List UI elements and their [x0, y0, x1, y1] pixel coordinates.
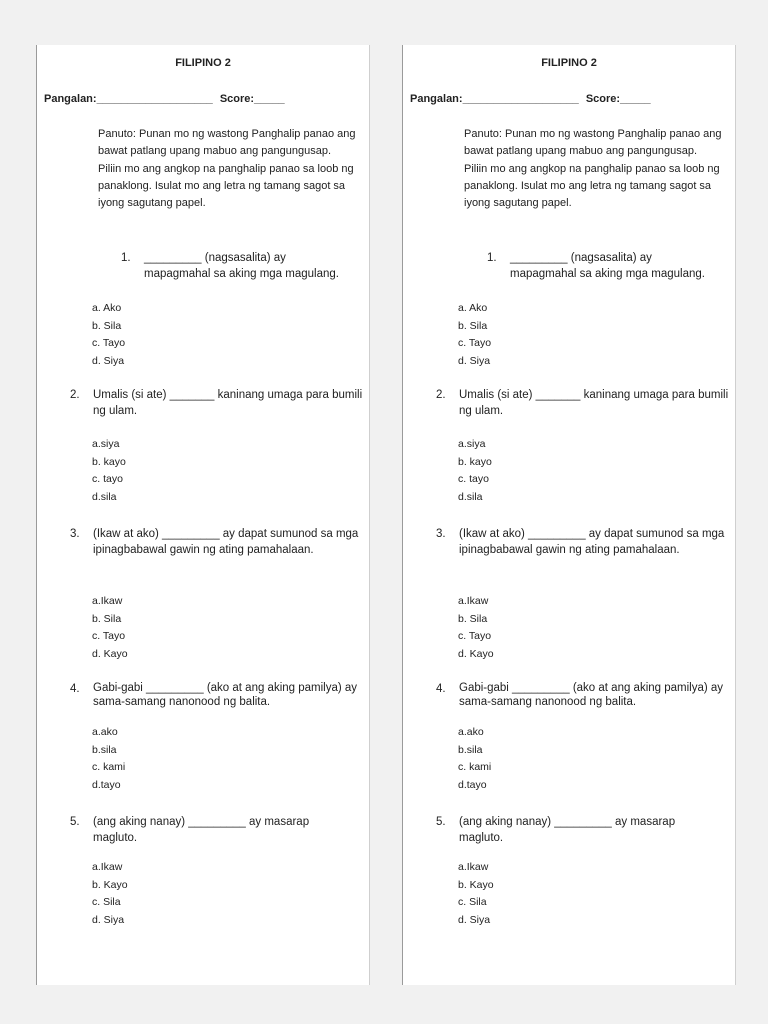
question-2-options: [92, 436, 126, 506]
option: a.Ikaw: [92, 861, 123, 873]
name-label: Pangalan:___________________: [44, 93, 213, 105]
question-number: 1.: [121, 252, 131, 264]
question-4-options: [92, 724, 125, 794]
option: a. Ako: [458, 302, 488, 314]
question-number: 3.: [436, 528, 446, 540]
option: b. Kayo: [458, 878, 494, 891]
question-1-options: [458, 300, 491, 370]
option: b.sila: [458, 743, 483, 756]
option: d. Siya: [92, 913, 125, 926]
instruction-paragraph: Panuto: Punan mo ng wastong Panghalip panao ang bawat patlang upang mabuo ang pangungusap.: [98, 128, 356, 158]
option: c. Tayo: [458, 337, 492, 349]
option: b.sila: [92, 743, 117, 756]
option: b. Sila: [458, 612, 488, 625]
worksheet-title: FILIPINO 2: [541, 57, 597, 69]
question-number: 5.: [436, 816, 446, 828]
question-number: 4.: [70, 683, 80, 695]
question-stem: (Ikaw at ako) _________ ay dapat sumunod sa mga ipinagbabawal gawin ng ating pamahalaan.: [459, 528, 725, 556]
option: d. Siya: [92, 354, 125, 367]
option: d.sila: [92, 490, 117, 503]
option: b. Sila: [92, 319, 122, 332]
option: a.ako: [92, 726, 118, 738]
score-label: Score:_____: [219, 93, 285, 105]
option: d. Kayo: [92, 647, 128, 660]
option: d.tayo: [458, 778, 487, 791]
question-1-options: [92, 300, 125, 370]
question-3-options: [92, 593, 128, 663]
option: a.siya: [458, 438, 486, 450]
question-stem: (ang aking nanay) _________ ay masarap magluto.: [93, 816, 310, 844]
question-number: 2.: [70, 389, 80, 401]
question-2-options: [458, 436, 492, 506]
question-stem: _________ (nagsasalita) ay mapagmahal sa aking mga magulang.: [510, 252, 705, 280]
name-label: Pangalan:___________________: [410, 93, 579, 105]
option: d.tayo: [92, 778, 121, 791]
question-stem: Umalis (si ate) _______ kaninang umaga para bumili ng ulam.: [459, 389, 729, 417]
worksheet-left: [36, 45, 370, 985]
option: b. Sila: [458, 319, 488, 332]
option: a.ako: [458, 726, 484, 738]
option: d.sila: [458, 490, 483, 503]
question-5-options: [458, 859, 494, 929]
option: c. Tayo: [458, 630, 492, 642]
instructions: [464, 126, 736, 212]
question-stem: (Ikaw at ako) _________ ay dapat sumunod sa mga ipinagbabawal gawin ng ating pamahalaan.: [93, 528, 359, 556]
instruction-paragraph: Piliin mo ang angkop na panghalip panao sa loob ng panaklong. Isulat mo ang letra ng tamang sagot sa iyong sagutang papel.: [98, 162, 354, 210]
option: c. Sila: [458, 896, 487, 908]
instructions: [98, 126, 370, 212]
option: d. Siya: [458, 354, 491, 367]
option: c. kami: [92, 761, 126, 773]
option: b. kayo: [92, 455, 126, 468]
option: a.Ikaw: [458, 861, 489, 873]
question-stem: Gabi-gabi _________ (ako at ang aking pamilya) ay sama-samang nanonood ng balita.: [459, 682, 724, 708]
option: c. tayo: [458, 473, 489, 485]
instruction-paragraph: Panuto: Punan mo ng wastong Panghalip panao ang bawat patlang upang mabuo ang pangungusap.: [464, 128, 722, 158]
worksheet-right: [402, 45, 736, 985]
instruction-paragraph: Piliin mo ang angkop na panghalip panao sa loob ng panaklong. Isulat mo ang letra ng tamang sagot sa iyong sagutang papel.: [464, 162, 720, 210]
question-number: 4.: [436, 683, 446, 695]
question-4-options: [458, 724, 491, 794]
question-3-options: [458, 593, 494, 663]
option: c. Sila: [92, 896, 121, 908]
question-number: 5.: [70, 816, 80, 828]
question-number: 1.: [487, 252, 497, 264]
question-number: 3.: [70, 528, 80, 540]
worksheet-title: FILIPINO 2: [175, 57, 231, 69]
name-score-line: [44, 93, 285, 105]
option: b. kayo: [458, 455, 492, 468]
option: c. Tayo: [92, 630, 126, 642]
question-number: 2.: [436, 389, 446, 401]
score-label: Score:_____: [585, 93, 651, 105]
name-score-line: [410, 93, 651, 105]
option: a.Ikaw: [92, 595, 123, 607]
option: c. kami: [458, 761, 492, 773]
option: a.siya: [92, 438, 120, 450]
option: c. Tayo: [92, 337, 126, 349]
option: d. Kayo: [458, 647, 494, 660]
question-stem: Umalis (si ate) _______ kaninang umaga para bumili ng ulam.: [93, 389, 363, 417]
question-stem: (ang aking nanay) _________ ay masarap magluto.: [459, 816, 676, 844]
option: b. Sila: [92, 612, 122, 625]
question-stem: Gabi-gabi _________ (ako at ang aking pamilya) ay sama-samang nanonood ng balita.: [93, 682, 358, 708]
option: a. Ako: [92, 302, 122, 314]
question-stem: _________ (nagsasalita) ay mapagmahal sa aking mga magulang.: [144, 252, 339, 280]
option: b. Kayo: [92, 878, 128, 891]
option: d. Siya: [458, 913, 491, 926]
option: a.Ikaw: [458, 595, 489, 607]
question-5-options: [92, 859, 128, 929]
option: c. tayo: [92, 473, 123, 485]
